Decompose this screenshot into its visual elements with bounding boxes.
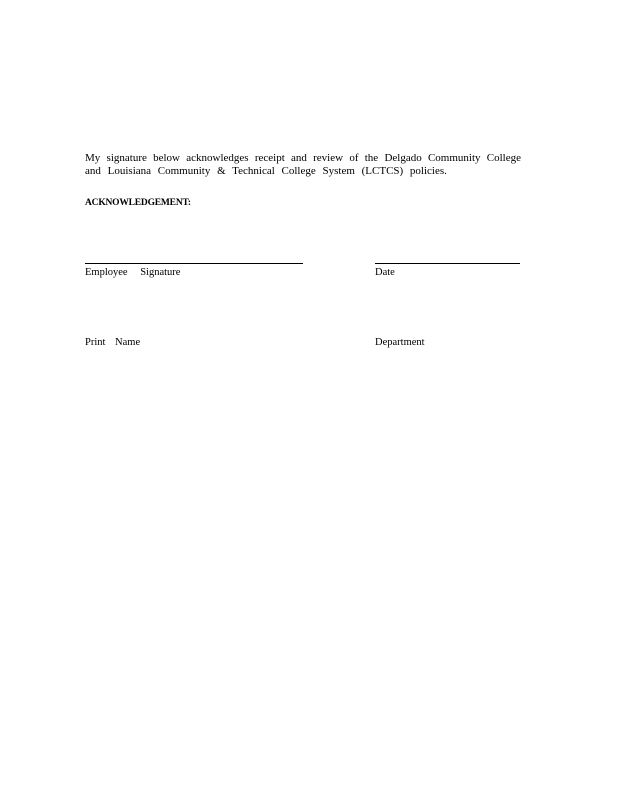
print-name-label: Print Name	[85, 337, 141, 348]
department-label: Department	[375, 337, 425, 348]
intro-paragraph	[85, 152, 521, 178]
date-label: Date	[375, 267, 395, 278]
employee-signature-line	[85, 263, 303, 264]
date-line	[375, 263, 520, 264]
intro-paragraph-line-1: My signature below acknowledges receipt and review of the Delgado Community College	[85, 152, 521, 164]
employee-signature-label: Employee Signature	[85, 267, 181, 278]
intro-paragraph-line-2: and Louisiana Community & Technical College System (LCTCS) policies.	[85, 165, 447, 177]
acknowledgement-heading: ACKNOWLEDGEMENT:	[85, 198, 191, 208]
